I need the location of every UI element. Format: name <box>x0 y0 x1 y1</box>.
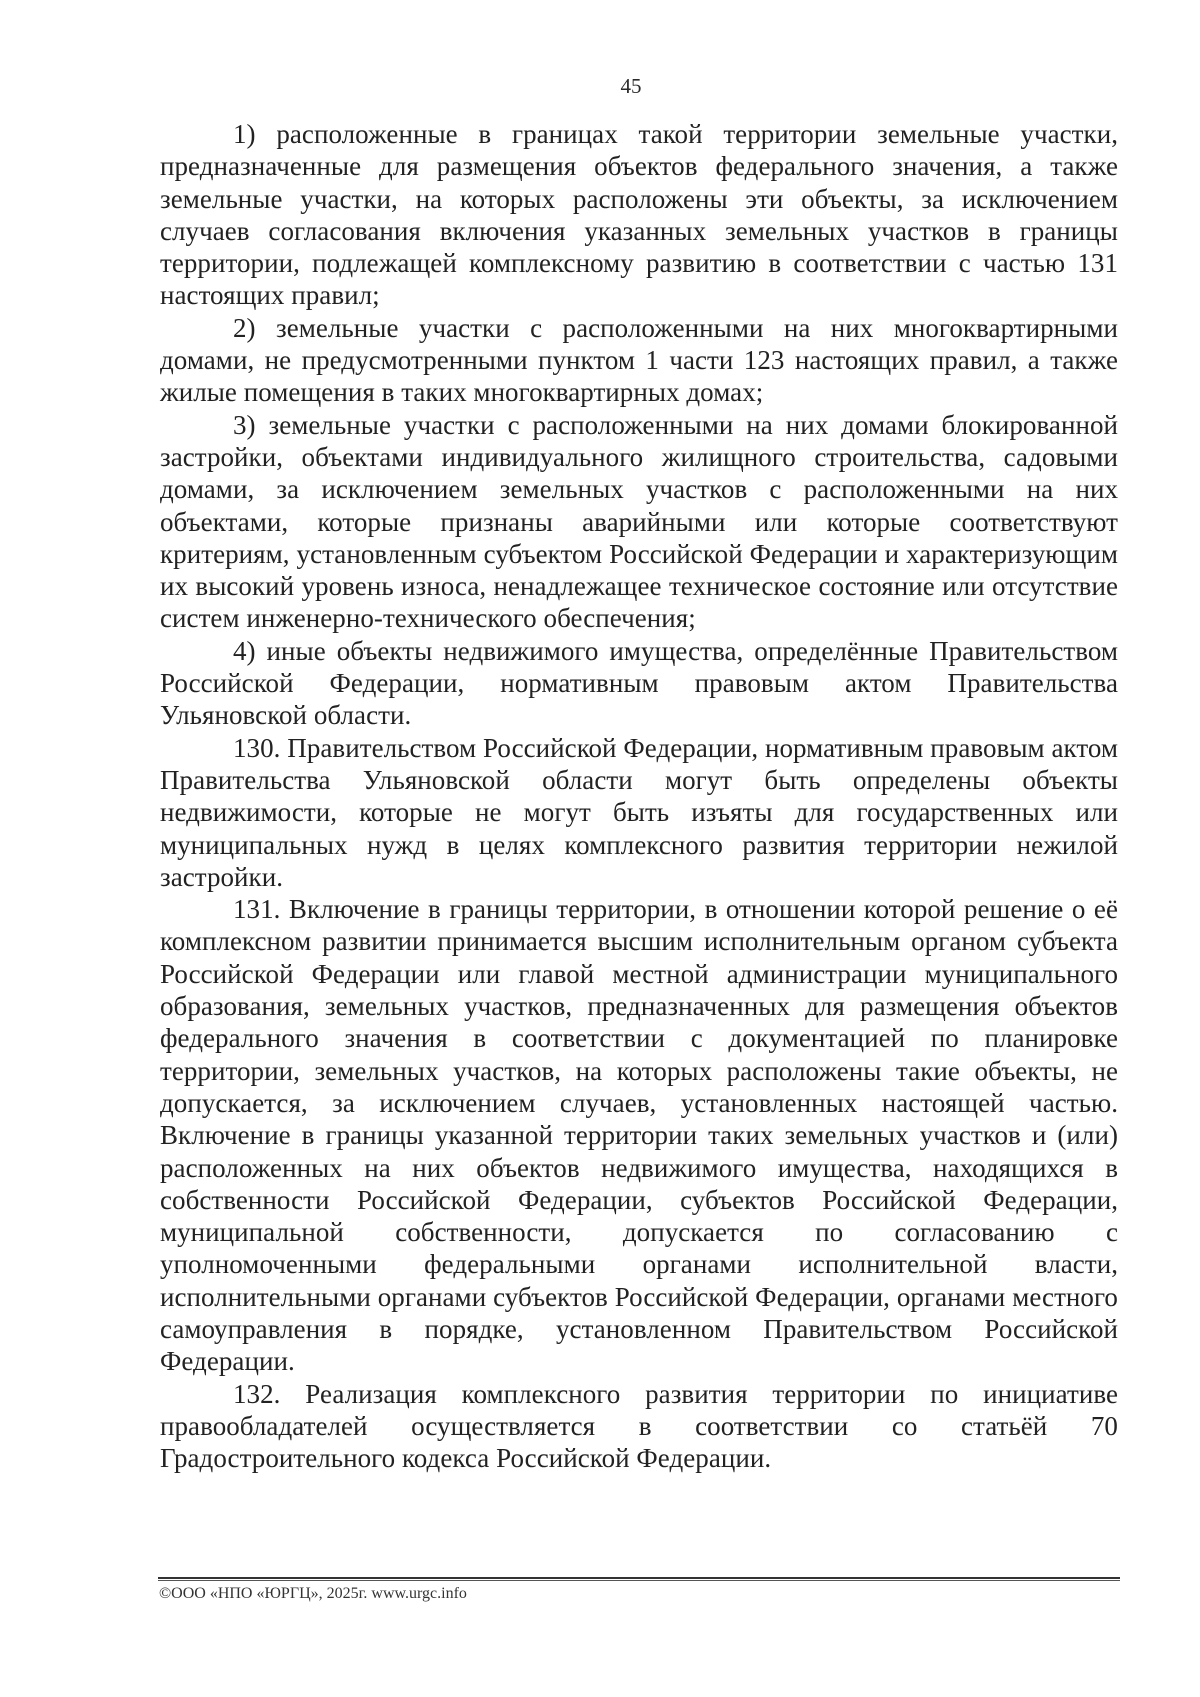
paragraph-item-2: 2) земельные участки с расположенными на них многоквартирными домами, не предусмотренными пунктом 1 части 123 настоящих правил, а также жилые помещения в таких многоквартирных домах; <box>160 312 1118 408</box>
paragraph-item-1: 1) расположенные в границах такой территории земельные участки, предназначенные для размещения объектов федерального значения, а также земельные участки, на которых расположены эти объекты, за исключением случаев согласования включения указанных земельных участков в границы территории, подлежащей комплексному развитию в соответствии с частью 131 настоящих правил; <box>160 119 1118 311</box>
footer-divider <box>158 1577 1120 1581</box>
paragraph-132: 132. Реализация комплексного развития территории по инициативе правообладателей осуществляется в соответствии со статьёй 70 Градостроительного кодекса Российской Федерации. <box>160 1378 1118 1474</box>
paragraph-130: 130. Правительством Российской Федерации, нормативным правовым актом Правительства Ульяновской области могут быть определены объекты недвижимости, которые не могут быть изъяты для государственных или муниципальных нужд в целях комплексного развития территории нежилой застройки. <box>160 732 1118 892</box>
page-number: 45 <box>620 74 642 98</box>
paragraph-item-4: 4) иные объекты недвижимого имущества, определённые Правительством Российской Федерации, нормативным правовым актом Правительства Ульяновской области. <box>160 635 1118 731</box>
footer-copyright: ©ООО «НПО «ЮРГЦ», 2025г. www.urgc.info <box>159 1585 467 1602</box>
paragraph-131: 131. Включение в границы территории, в отношении которой решение о её комплексном развитии принимается высшим исполнительным органом субъекта Российской Федерации или главой местной администрации муниципального образования, земельных участков, предназначенных для размещения объектов федерального значения в соответствии с документацией по планировке территории, земельных участков, на которых расположены такие объекты, не допускается, за исключением случаев, установленных настоящей частью. Включение в границы указанной территории таких земельных участков и (или) расположенных на них объектов недвижимого имущества, находящихся в собственности Российской Федерации, субъектов Российской Федерации, муниципальной собственности, допускается по согласованию с уполномоченными федеральными органами исполнительной власти, исполнительными органами субъектов Российской Федерации, органами местного самоуправления в порядке, установленном Правительством Российской Федерации. <box>160 894 1118 1377</box>
document-body <box>160 118 1118 1474</box>
paragraph-item-3: 3) земельные участки с расположенными на них домами блокированной застройки, объектами индивидуального жилищного строительства, садовыми домами, за исключением земельных участков с расположенными на них объектами, которые признаны аварийными или которые соответствуют критериям, установленным субъектом Российской Федерации и характеризующим их высокий уровень износа, ненадлежащее техническое состояние или отсутствие систем инженерно-технического обеспечения; <box>160 409 1118 634</box>
